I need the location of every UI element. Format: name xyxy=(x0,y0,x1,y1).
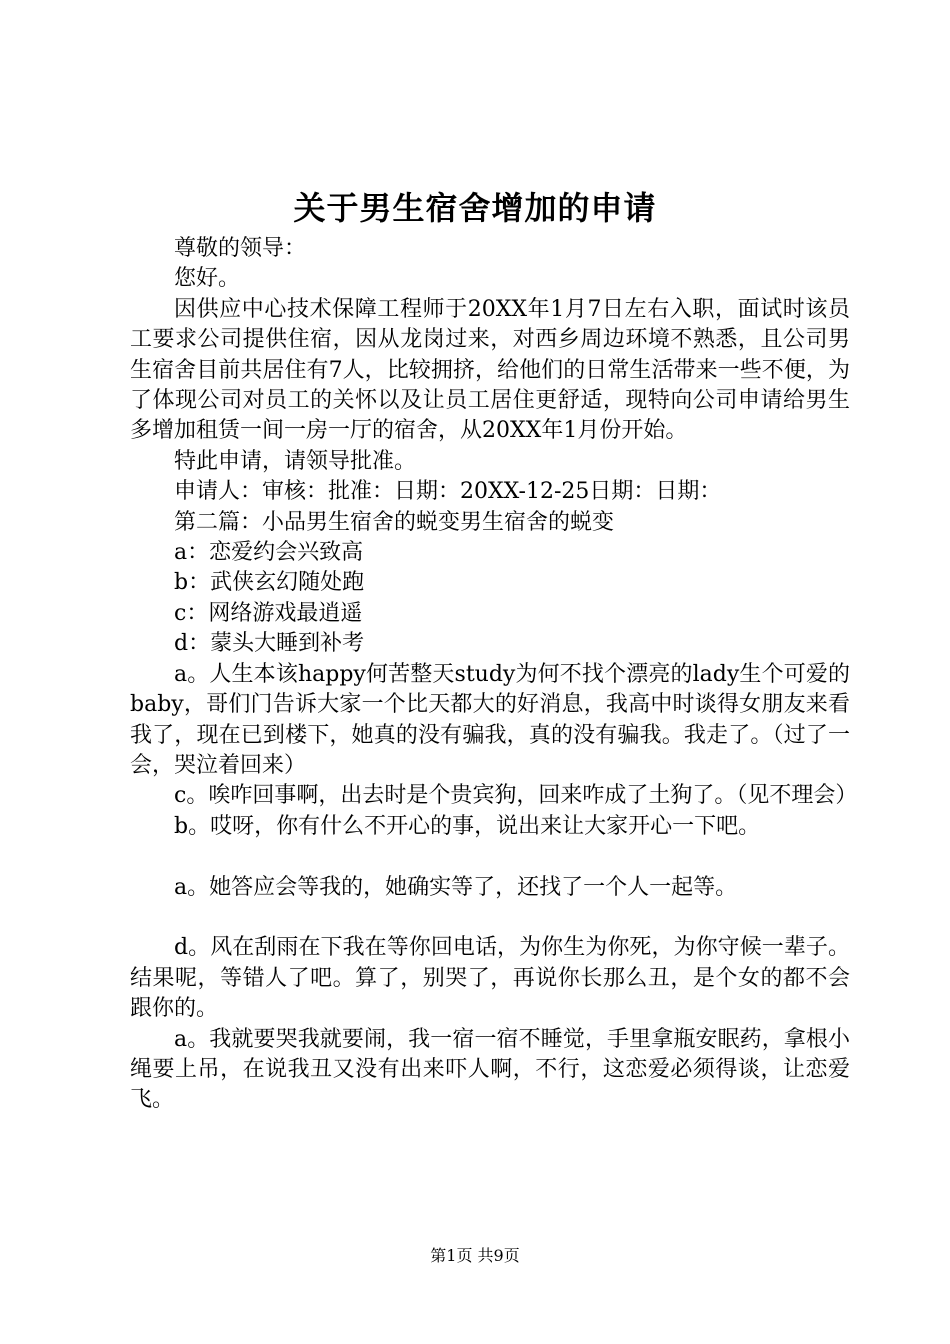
paragraph-greeting: 您好。 xyxy=(174,266,241,292)
paragraph-dialogue: a。她答应会等我的，她确实等了，还找了一个人一起等。 xyxy=(174,874,738,900)
paragraph-role-b: b：武侠玄幻随处跑 xyxy=(174,570,365,596)
paragraph-role-d: d：蒙头大睡到补考 xyxy=(174,631,365,657)
paragraph-request-body: 因供应中心技术保障工程师于20XX年1月7日左右入职，面试时该员工要求公司提供住宿，因从龙岗过来，对西乡周边环境不熟悉，且公司男生宿舍目前共居住有7人，比较拥挤，给他们的日常生活带来一些不便，为了体现公司对员工的关怀以及让员工居住更舒适，现特向公司申请给男生多增加租赁一间一房一厅的宿舍，从20XX年1月份开始。 xyxy=(130,296,850,444)
paragraph-dialogue: b。哎呀，你有什么不开心的事，说出来让大家开心一下吧。 xyxy=(174,813,761,839)
paragraph-dialogue: d。风在刮雨在下我在等你回电话，为你生为你死，为你守候一辈子。结果呢，等错人了吧。算了，别哭了，再说你长那么丑，是个女的都不会跟你的。 xyxy=(130,935,850,1022)
paragraph-signature-line: 申请人：审核：批准：日期：20XX-12-25日期：日期： xyxy=(174,479,722,505)
paragraph-dialogue: a。人生本该happy何苦整天study为何不找个漂亮的lady生个可爱的baby，哥们门告诉大家一个比天都大的好消息，我高中时谈得女朋友来看我了，现在已到楼下，她真的没有骗我，真的没有骗我。我走了。（过了一会，哭泣着回来） xyxy=(130,661,850,778)
document-title: 关于男生宿舍增加的申请 xyxy=(293,189,657,227)
paragraph-salutation: 尊敬的领导： xyxy=(174,236,307,261)
paragraph-dialogue: a。我就要哭我就要闹，我一宿一宿不睡觉，手里拿瓶安眠药，拿根小绳要上吊，在说我丑又没有出来吓人啊，不行，这恋爱必须得谈，让恋爱飞。 xyxy=(130,1026,850,1113)
paragraph-dialogue: c。唉咋回事啊，出去时是个贵宾狗，回来咋成了土狗了。（见不理会） xyxy=(174,783,858,809)
paragraph-closing: 特此申请，请领导批准。 xyxy=(174,448,417,474)
page-number-footer: 第1页 共9页 xyxy=(430,1246,520,1265)
paragraph-role-a: a：恋爱约会兴致高 xyxy=(174,540,364,566)
document-body xyxy=(130,234,858,1116)
paragraph-role-c: c：网络游戏最逍遥 xyxy=(174,600,363,626)
paragraph-section-heading: 第二篇：小品男生宿舍的蜕变男生宿舍的蜕变 xyxy=(174,509,615,535)
